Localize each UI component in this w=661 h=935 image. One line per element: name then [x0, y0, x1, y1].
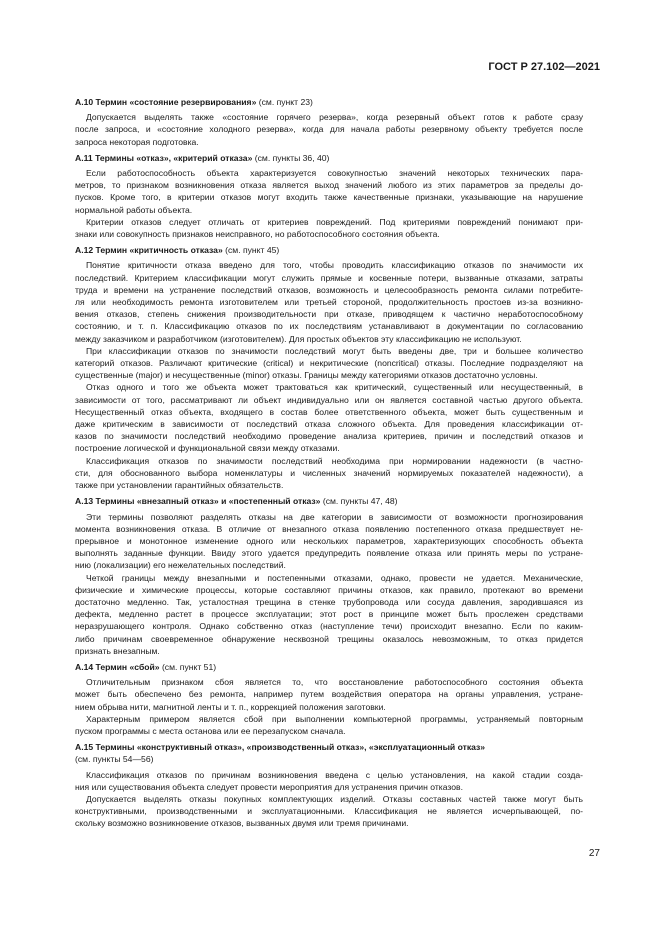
paragraph-line: либо причинам своевременное обнаружение несквозной трещины оказалось невозможным, то отказ придется [75, 633, 583, 644]
section-reference: (см. пункты 47, 48) [320, 496, 398, 507]
paragraph-line: достаточно медленно. Так, усталостная трещина в стенке трубопровода или сосуда давления, зародившаяся из [75, 596, 583, 607]
paragraph-line: запроса некоторая подготовка. [75, 136, 199, 147]
paragraph-line: Критерии отказов следует отличать от критериев повреждений. Под критериями повреждений понимают при- [86, 216, 583, 227]
paragraph-line: Классификация отказов по причинам возникновения введена с целью установления, на какой стадии созда- [86, 769, 583, 780]
paragraph-line: Отказ одного и того же объекта может трактоваться как критический, существенный или несущественный, в [86, 382, 583, 393]
paragraph-line: Четкой границы между внезапными и постепенными отказами, однако, провести не удается. Механические, [86, 572, 583, 583]
paragraph-line: Отличительным признаком сбоя является то, что восстановление работоспособного состояния объекта [86, 677, 583, 688]
paragraph-line: построение логической и функциональной связи между отказами. [75, 443, 340, 454]
paragraph-line: выполнять заданные функции. Ввиду этого удается предупредить появление отказа или принять меры по устране- [75, 548, 583, 559]
document-body [75, 92, 583, 830]
paragraph-line: даже критическим в зависимости от последствий отказа сложного объекта. Для проведения классификации от- [75, 419, 583, 430]
paragraph-line: Понятие критичности отказа введено для того, чтобы проводить классификацию отказов по значимости их [86, 260, 583, 271]
paragraph-line: неразрушающего контроля. Однако собственно отказ (наступление течи) происходит внезапно. Если по каким- [75, 621, 583, 632]
section-title: А.13 Термины «внезапный отказ» и «постепенный отказ» [75, 496, 321, 507]
paragraph-line: пуском программы с места останова или ее перезапуском сначала. [75, 725, 346, 736]
paragraph-line: казов по значимости последствий необходимо проведение анализа критериев, причин и последствий отказов и [75, 431, 583, 442]
paragraph-line: труда и времени на устранение последствий отказов, возможность и целесообразность ремонта силами потребите- [75, 284, 583, 295]
section-heading [75, 661, 583, 673]
paragraph-line: категорий отказов. Различают критические (critical) и некритические (noncritical) отказы. Последние подразделяют на [75, 358, 583, 369]
section-heading [75, 495, 583, 507]
page-number: 27 [588, 848, 600, 859]
paragraph-line: нию (локализации) его нежелательных последствий. [75, 560, 286, 571]
paragraph-line: метров, то признаком возникновения отказа является выход значений любого из этих параметров за пределы до- [75, 180, 583, 191]
section-title: А.11 Термины «отказ», «критерий отказа» [75, 152, 253, 163]
paragraph-line: Если работоспособность объекта характеризуется совокупностью значений некоторых технических пара- [86, 168, 583, 179]
paragraph-line: может быть обеспечено без ремонта, например путем воздействия оператора на органы управления, устране- [75, 689, 583, 700]
paragraph-line: нием обрыва нити, магнитной ленты и т. п., коррекцией положения заготовки. [75, 701, 386, 712]
section-reference: (см. пункты 36, 40) [252, 152, 330, 163]
paragraph-line: сти, для обоснованного выбора номенклатуры и численных значений нормируемых показателей надежности), а [75, 467, 583, 478]
paragraph-line: Несущественный отказ объекта, входящего в состав более ответственного объекта, может быть существенным и [75, 406, 583, 417]
paragraph-line: ля или необходимость ремонта изготовителем или третьей стороной, продолжительность простоев из-за возникно- [75, 297, 583, 308]
paragraph-line: Допускается выделять также «состояние горячего резерва», когда резервный объект готов к работе сразу [86, 112, 583, 123]
section-title: А.12 Термин «критичность отказа» [75, 245, 223, 256]
paragraph-line: нормальной работы объекта. [75, 204, 193, 215]
paragraph-line: скольку возможно возникновение отказов, вызванных двумя или тремя причинами. [75, 818, 409, 829]
section-heading [75, 741, 583, 765]
paragraph-line: Эти термины позволяют разделять отказы на две категории в зависимости от возможности прогнозирования [86, 511, 583, 522]
section-reference: (см. пункт 45) [222, 245, 280, 256]
section [75, 495, 583, 657]
paragraph-line: ния или существования объекта следует провести мероприятия для устранения причин отказов. [75, 781, 463, 792]
section-title: А.10 Термин «состояние резервирования» [75, 97, 257, 107]
document-code: ГОСТ Р 27.102—2021 [488, 61, 600, 73]
section-reference: (см. пункт 51) [159, 661, 217, 672]
paragraph-line: после запроса, и «состояние холодного резерва», когда для начала работы резервному объекту требуется после [75, 124, 583, 135]
section-reference: (см. пункты 54—56) [75, 754, 154, 765]
paragraph-line: между заказчиком и разработчиком (изготовителем). Для простых объектов эту классификацию не используют. [75, 333, 522, 344]
section [75, 152, 583, 240]
paragraph-line: Характерным примером является сбой при выполнении компьютерной программы, устраняемый повторным [86, 713, 583, 724]
paragraph-line: также при установлении гарантийных обязательств. [75, 480, 284, 491]
paragraph-line: При классификации отказов по значимости последствий могут быть введены две, три и большее количество [86, 345, 583, 356]
paragraph-line: конструктивными, производственными и эксплуатационными. Классификация не является исчерпывающей, по- [75, 806, 583, 817]
paragraph-line: пусков. Кроме того, в критерии отказов могут входить также качественные признаки, указывающие на нарушение [75, 192, 583, 203]
section [75, 96, 583, 148]
paragraph-line: Допускается выделять отказы покупных комплектующих изделий. Отказы составных частей также могут быть [86, 793, 583, 804]
paragraph-line: существенные (major) и несущественные (minor) отказы. Границы между категориями отказов достаточно условны. [75, 370, 538, 381]
paragraph-line: последствий. Критерием классификации могут служить прямые и косвенные потери, вызванные отказами, затраты [75, 272, 583, 283]
section-heading [75, 96, 583, 108]
section [75, 244, 583, 491]
section [75, 741, 583, 829]
section-reference: (см. пункт 23) [256, 97, 313, 107]
paragraph-line: состоянию, и т. п. Классификацию отказов по их последствиям устанавливают в документации по согласованию [75, 321, 583, 332]
section [75, 661, 583, 737]
paragraph-line: зависимости от того, рассматривают ли объект индивидуально или он является составной частью другого объекта. [75, 394, 583, 405]
paragraph-line: момента возникновения отказа. В отличие от внезапного отказа появлению постепенного отказа предшествует не- [75, 523, 583, 534]
section-title: А.15 Термины «конструктивный отказ», «производственный отказ», «эксплуатационный отказ» [75, 742, 486, 753]
paragraph-line: Классификация отказов по значимости последствий необходима при нормировании надежности (в частно- [86, 455, 583, 466]
section-heading [75, 152, 583, 164]
section-title: А.14 Термин «сбой» [75, 661, 160, 672]
paragraph-line: физические и химические процессы, которые составляют причины отказов, как правило, протекают во времени [75, 584, 583, 595]
section-heading [75, 244, 583, 256]
paragraph-line: признать внезапным. [75, 645, 160, 656]
paragraph-line: знаки или совокупность признаков неисправного, но работоспособного состояния объекта. [75, 229, 440, 240]
paragraph-line: дефекта, медленно растет в процессе эксплуатации; этот рост в принципе может быть прослежен средствами [75, 609, 583, 620]
paragraph-line: вения отказов, степень снижения производительности при отказе, приводящем к частично неработоспособному [75, 309, 583, 320]
paragraph-line: прерывное и монотонное изменение одного или нескольких параметров, характеризующих способность объекта [75, 535, 583, 546]
